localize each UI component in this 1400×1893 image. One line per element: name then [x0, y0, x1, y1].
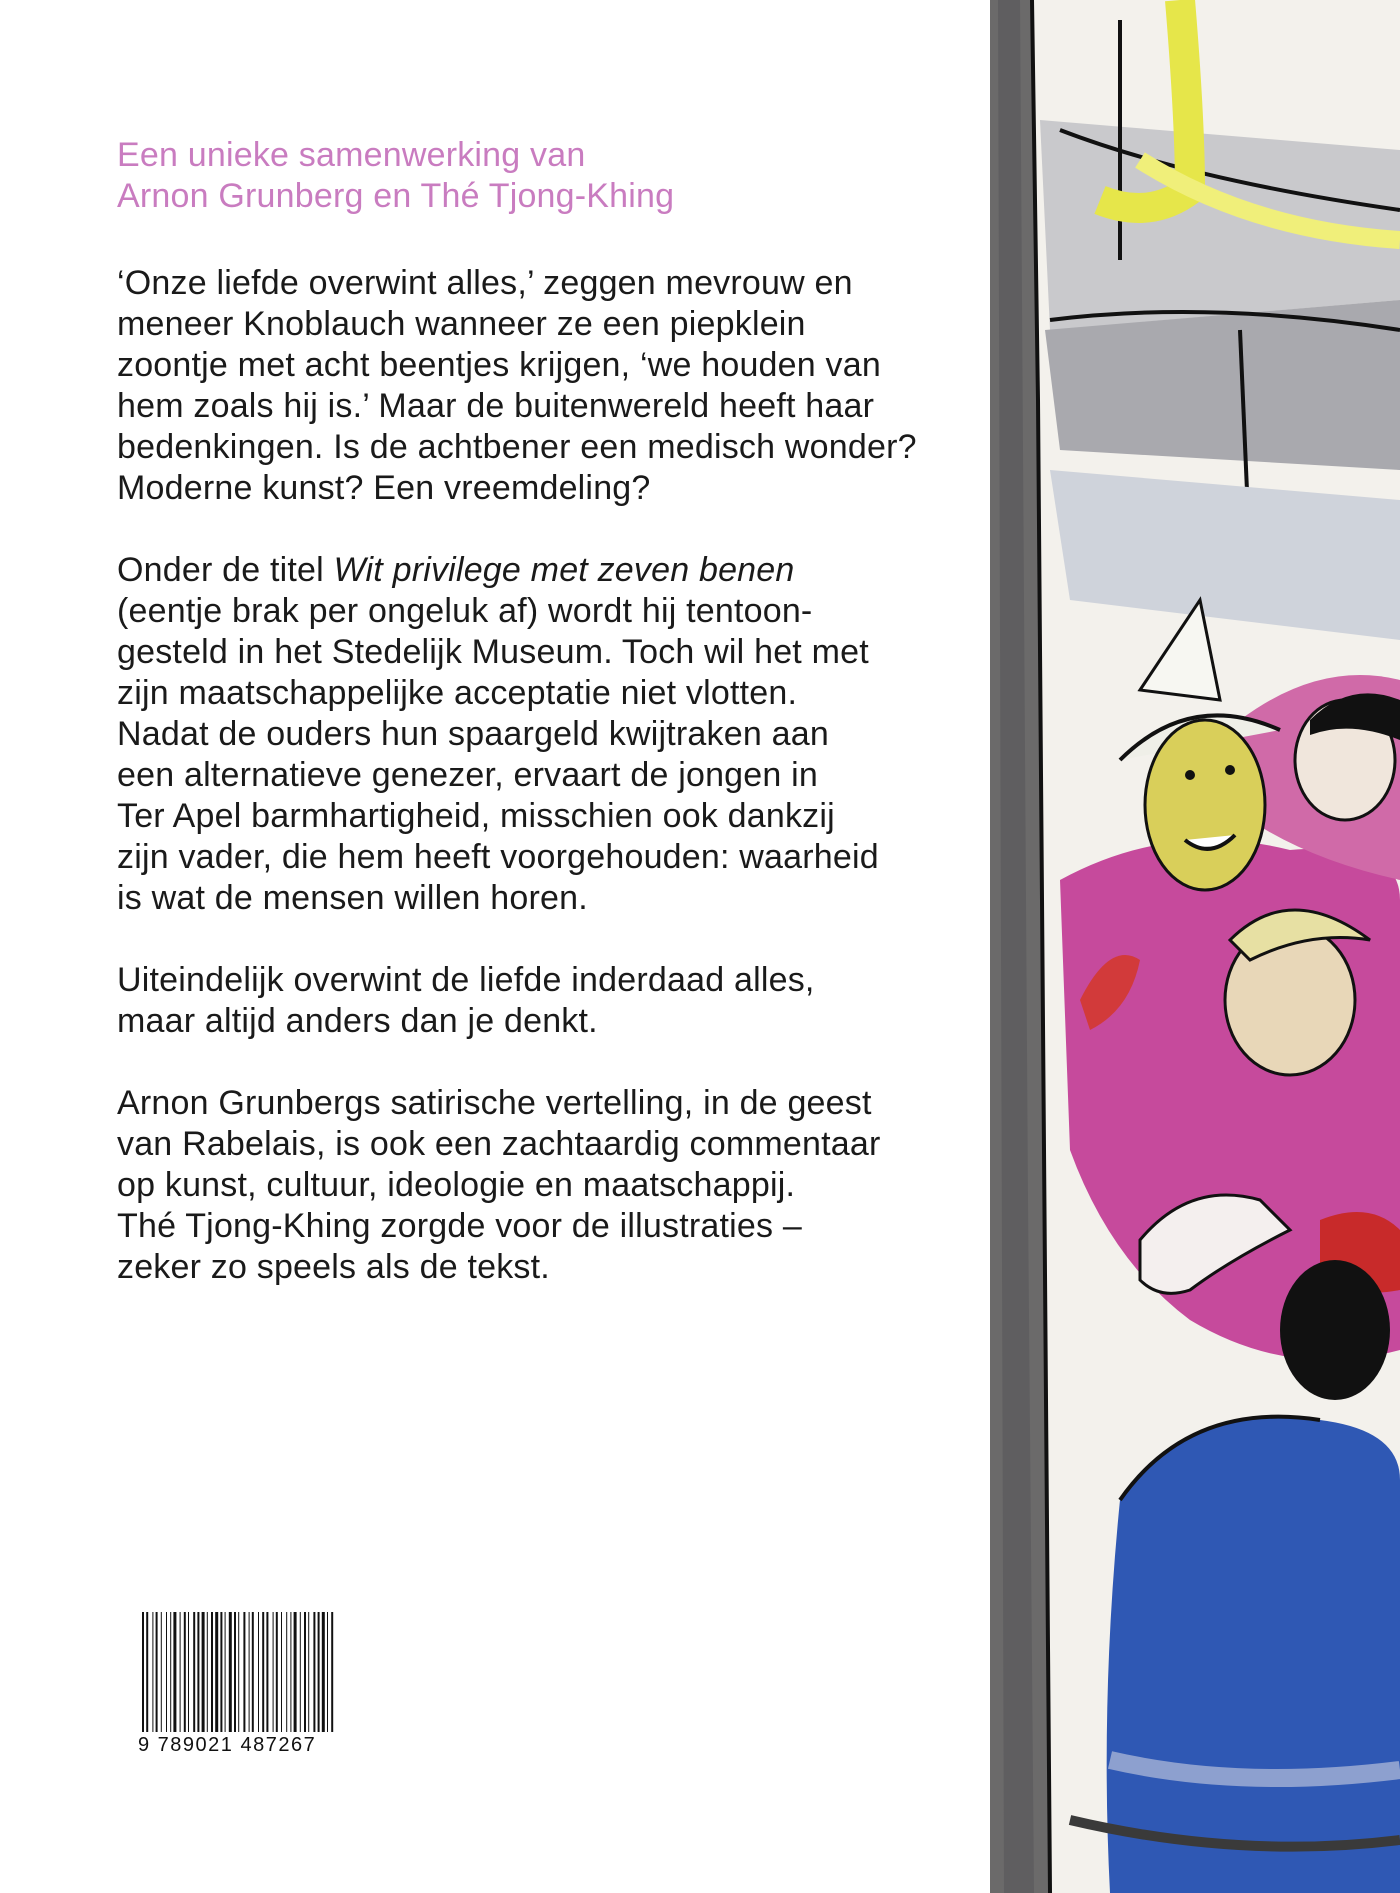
barcode-bar: [249, 1612, 250, 1732]
text-prefix: Onder de titel: [117, 551, 334, 589]
barcode-bar: [220, 1612, 222, 1732]
tagline-line: Een unieke samenwerking van: [117, 136, 586, 174]
text-line: meneer Knoblauch wanneer ze een piepklein: [117, 305, 806, 343]
isbn-number: 9 789021 487267: [138, 1733, 338, 1757]
text-line: hem zoals hij is.’ Maar de buitenwereld heeft haar: [117, 387, 875, 425]
barcode-bar: [170, 1612, 171, 1732]
barcode-bar: [238, 1612, 239, 1732]
barcode-bar: [262, 1612, 264, 1732]
barcode-bar: [229, 1612, 232, 1732]
barcode-bar: [266, 1612, 268, 1732]
barcode-bar: [304, 1612, 306, 1732]
text-line: zijn vader, die hem heeft voorgehouden: waarheid: [117, 838, 879, 876]
text-line: zijn maatschappelijke acceptatie niet vlotten.: [117, 674, 798, 712]
barcode-bars: [138, 1612, 338, 1732]
text-line: is wat de mensen willen horen.: [117, 879, 588, 917]
barcode-bar: [318, 1612, 320, 1732]
text-line: op kunst, cultuur, ideologie en maatschappij.: [117, 1166, 796, 1204]
barcode-bar: [166, 1612, 167, 1732]
barcode-bar: [252, 1612, 254, 1732]
blurb-paragraph-1: [117, 263, 987, 509]
text-line: van Rabelais, is ook een zachtaardig commentaar: [117, 1125, 881, 1163]
barcode-bar: [308, 1612, 309, 1732]
barcode-bar: [202, 1612, 205, 1732]
text-line: zeker zo speels als de tekst.: [117, 1248, 550, 1286]
tagline-line: Arnon Grunberg en Thé Tjong-Khing: [117, 177, 675, 215]
barcode-bar: [281, 1612, 282, 1732]
text-line: een alternatieve genezer, ervaart de jongen in: [117, 756, 819, 794]
barcode-bar: [197, 1612, 199, 1732]
tagline: [117, 135, 987, 217]
barcode-bar: [215, 1612, 218, 1732]
blurb-paragraph-4: [117, 1083, 987, 1288]
text-line: gesteld in het Stedelijk Museum. Toch wil het met: [117, 633, 869, 671]
barcode-bar: [180, 1612, 181, 1732]
text-line: Ter Apel barmhartigheid, misschien ook dankzij: [117, 797, 835, 835]
barcode-bar: [327, 1612, 328, 1732]
barcode-bar: [156, 1612, 158, 1732]
exhibition-title: Wit privilege met zeven benen: [333, 551, 795, 589]
barcode-bar: [273, 1612, 274, 1732]
barcode-bar: [286, 1612, 287, 1732]
barcode-bar: [173, 1612, 176, 1732]
text-line: bedenkingen. Is de achtbener een medisch wonder?: [117, 428, 917, 466]
text-column: [117, 135, 987, 1329]
barcode-bar: [225, 1612, 226, 1732]
painted-crowd-illustration-icon: [990, 0, 1400, 1893]
barcode-bar: [258, 1612, 259, 1732]
text-line: zoontje met acht beentjes krijgen, ‘we houden van: [117, 346, 881, 384]
barcode-bar: [294, 1612, 297, 1732]
barcode-bar: [211, 1612, 213, 1732]
barcode-bar: [184, 1612, 186, 1732]
text-line: Thé Tjong-Khing zorgde voor de illustraties –: [117, 1207, 802, 1245]
text-line: maar altijd anders dan je denkt.: [117, 1002, 598, 1040]
text-line: Nadat de ouders hun spaargeld kwijtraken aan: [117, 715, 829, 753]
blurb-paragraph-2: [117, 550, 987, 919]
text-line: Arnon Grunbergs satirische vertelling, in de geest: [117, 1084, 872, 1122]
barcode-bar: [188, 1612, 189, 1732]
barcode-bar: [193, 1612, 195, 1732]
blurb-paragraph-3: [117, 960, 987, 1042]
text-line: Uiteindelijk overwint de liefde inderdaad alles,: [117, 961, 815, 999]
barcode-bar: [152, 1612, 153, 1732]
barcode-bar: [276, 1612, 278, 1732]
barcode-bar: [313, 1612, 315, 1732]
text-line: Moderne kunst? Een vreemdeling?: [117, 469, 651, 507]
barcode-bar: [146, 1612, 148, 1732]
barcode-bar: [243, 1612, 245, 1732]
text-line: ‘Onze liefde overwint alles,’ zeggen mevrouw en: [117, 264, 853, 302]
barcode-bar: [161, 1612, 162, 1732]
barcode-bar: [142, 1612, 144, 1732]
barcode-bar: [322, 1612, 325, 1732]
text-line: [117, 550, 987, 591]
barcode-bar: [207, 1612, 208, 1732]
barcode-bar: [300, 1612, 301, 1732]
barcode-bar: [331, 1612, 333, 1732]
text-line: (eentje brak per ongeluk af) wordt hij tentoon-: [117, 592, 813, 630]
barcode-bar: [290, 1612, 291, 1732]
barcode-bar: [234, 1612, 236, 1732]
